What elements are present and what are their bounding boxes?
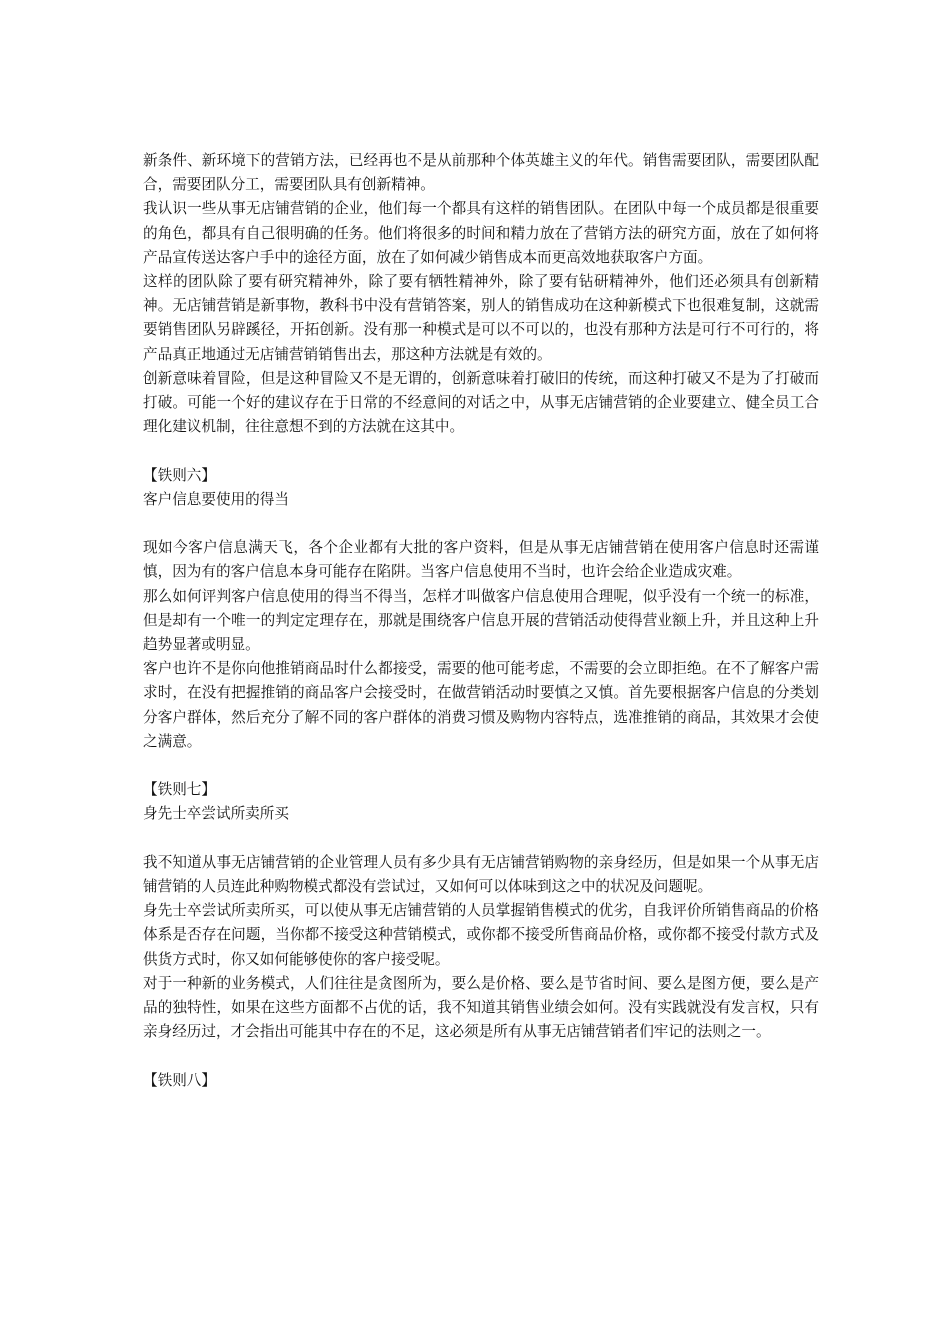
- rule-title: 客户信息要使用的得当: [143, 490, 289, 508]
- rule-label: 【铁则八】: [143, 1071, 216, 1089]
- blank-line: [143, 827, 819, 851]
- blank-line: [143, 1044, 819, 1068]
- paragraph: 那么如何评判客户信息使用的得当不得当，怎样才叫做客户信息使用合理呢，似乎没有一个统一的标准，但是却有一个唯一的判定定理存在，那就是围绕客户信息开展的营销活动使得营业额上升，并且这种上升趋势显著或明显。: [143, 587, 819, 654]
- paragraph: 我不知道从事无店铺营销的企业管理人员有多少具有无店铺营销购物的亲身经历，但是如果一个从事无店铺营销的人员连此种购物模式都没有尝试过，又如何可以体味到这之中的状况及问题呢。: [143, 853, 819, 896]
- rule-label: 【铁则六】: [143, 466, 216, 484]
- paragraph: 客户也许不是你向他推销商品时什么都接受，需要的他可能考虑，不需要的会立即拒绝。在不了解客户需求时，在没有把握推销的商品客户会接受时，在做营销活动时要慎之又慎。首先要根据客户信息的分类划分客户群体，然后充分了解不同的客户群体的消费习惯及购物内容特点，选准推销的商品，其效果才会使之满意。: [143, 660, 819, 750]
- document-page: [143, 149, 819, 1093]
- section-7: [143, 778, 819, 1044]
- section-6: [143, 464, 819, 754]
- blank-line: [143, 754, 819, 778]
- paragraph: 身先士卒尝试所卖所买，可以使从事无店铺营销的人员掌握销售模式的优劣，自我评价所销售商品的价格体系是否存在问题，当你都不接受这种营销模式，或你都不接受所售商品价格，或你都不接受付款方式及供货方式时，你又如何能够使你的客户接受呢。: [143, 902, 819, 968]
- paragraph: 现如今客户信息满天飞，各个企业都有大批的客户资料，但是从事无店铺营销在使用客户信息时还需谨慎，因为有的客户信息本身可能存在陷阱。当客户信息使用不当时，也许会给企业造成灾难。: [143, 539, 819, 581]
- section-5-body: [143, 149, 819, 439]
- paragraph: 创新意味着冒险，但是这种冒险又不是无谓的，创新意味着打破旧的传统，而这种打破又不是为了打破而打破。可能一个好的建议存在于日常的不经意间的对话之中，从事无店铺营销的企业要建立、健全员工合理化建议机制，往往意想不到的方法就在这其中。: [143, 369, 819, 436]
- section-8: [143, 1069, 819, 1093]
- paragraph: 新条件、新环境下的营销方法，已经再也不是从前那种个体英雄主义的年代。销售需要团队，需要团队配合，需要团队分工，需要团队具有创新精神。: [143, 152, 819, 194]
- paragraph: 我认识一些从事无店铺营销的企业，他们每一个都具有这样的销售团队。在团队中每一个成员都是很重要的角色，都具有自己很明确的任务。他们将很多的时间和精力放在了营销方法的研究方面，放在了如何将产品宣传送达客户手中的途径方面，放在了如何减少销售成本而更高效地获取客户方面。: [143, 200, 819, 266]
- rule-label: 【铁则七】: [143, 781, 216, 799]
- paragraph: 这样的团队除了要有研究精神外，除了要有牺牲精神外，除了要有钻研精神外，他们还必须具有创新精神。无店铺营销是新事物，教科书中没有营销答案，别人的销售成功在这种新模式下也很难复制，这就需要销售团队另辟蹊径，开拓创新。没有那一种模式是可以不可以的，也没有那种方法是可行不可行的，将产品真正地通过无店铺营销销售出去，那这种方法就是有效的。: [143, 273, 819, 363]
- paragraph: 对于一种新的业务模式，人们往往是贪图所为，要么是价格、要么是节省时间、要么是图方便，要么是产品的独特性，如果在这些方面都不占优的话，我不知道其销售业绩会如何。没有实践就没有发言权，只有亲身经历过，才会指出可能其中存在的不足，这必须是所有从事无店铺营销者们牢记的法则之一。: [143, 974, 819, 1041]
- blank-line: [143, 512, 819, 536]
- rule-title: 身先士卒尝试所卖所买: [143, 805, 289, 823]
- blank-line: [143, 439, 819, 463]
